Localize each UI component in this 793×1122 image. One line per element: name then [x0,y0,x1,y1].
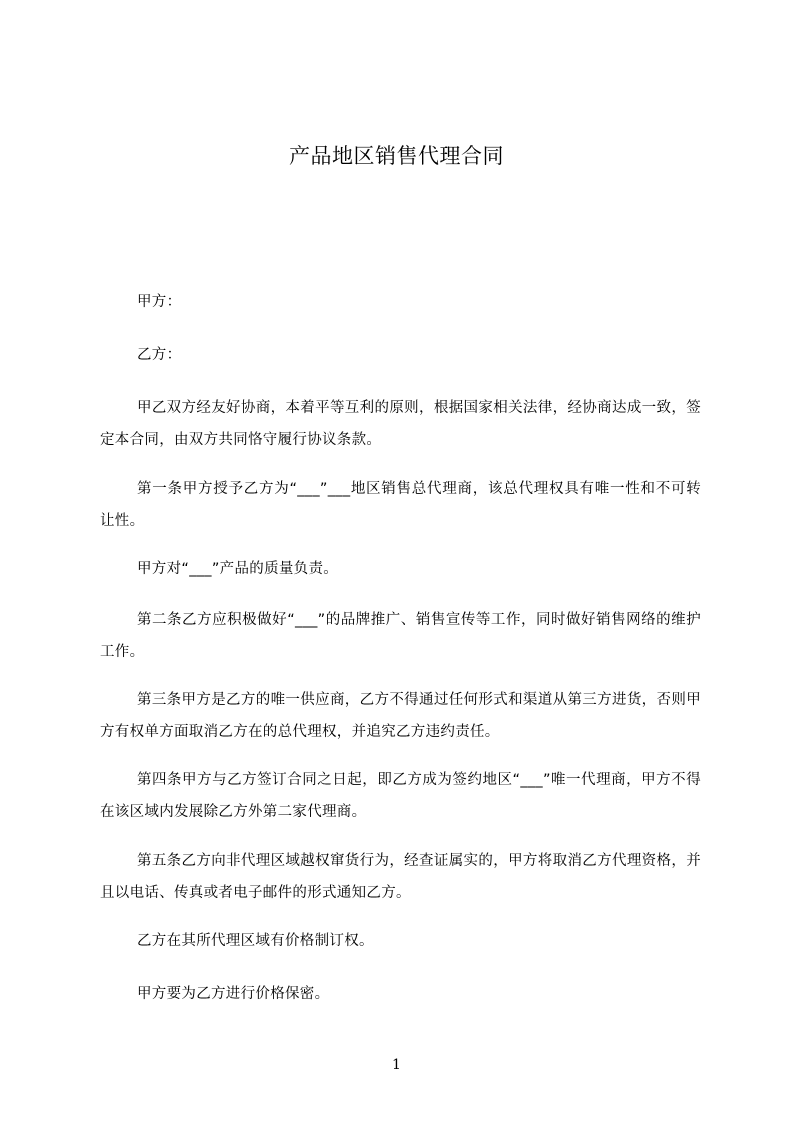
quality-paragraph: 甲方对“___”产品的质量负责。 [137,561,339,577]
article-3-paragraph: 第三条甲方是乙方的唯一供应商，乙方不得通过任何形式和渠道从第三方进货，否则甲方有权单方面取消乙方在的总代理权，并追究乙方违约责任。 [100,692,701,740]
article-1-paragraph: 第一条甲方授予乙方为“___”___地区销售总代理商，该总代理权具有唯一性和不可转让性。 [100,481,701,529]
page-number: 1 [392,1057,401,1073]
preamble-paragraph: 甲乙双方经友好协商，本着平等互利的原则，根据国家相关法律，经协商达成一致，签定本合同，由双方共同恪守履行协议条款。 [100,400,701,448]
price-confidentiality-paragraph: 甲方要为乙方进行价格保密。 [137,986,330,1002]
article-4-paragraph: 第四条甲方与乙方签订合同之日起，即乙方成为签约地区“___”唯一代理商，甲方不得在该区域内发展除乙方外第二家代理商。 [100,772,701,820]
pricing-right-paragraph: 乙方在其所代理区域有价格制订权。 [137,933,374,949]
document-title: 产品地区销售代理合同 [289,144,504,168]
party-b-line: 乙方： [137,347,182,363]
article-2-paragraph: 第二条乙方应积极做好“___”的品牌推广、销售宣传等工作，同时做好销售网络的维护工作。 [100,612,701,660]
article-5-paragraph: 第五条乙方向非代理区域越权窜货行为，经查证属实的，甲方将取消乙方代理资格，并且以电话、传真或者电子邮件的形式通知乙方。 [100,853,701,901]
party-a-line: 甲方： [137,294,182,310]
